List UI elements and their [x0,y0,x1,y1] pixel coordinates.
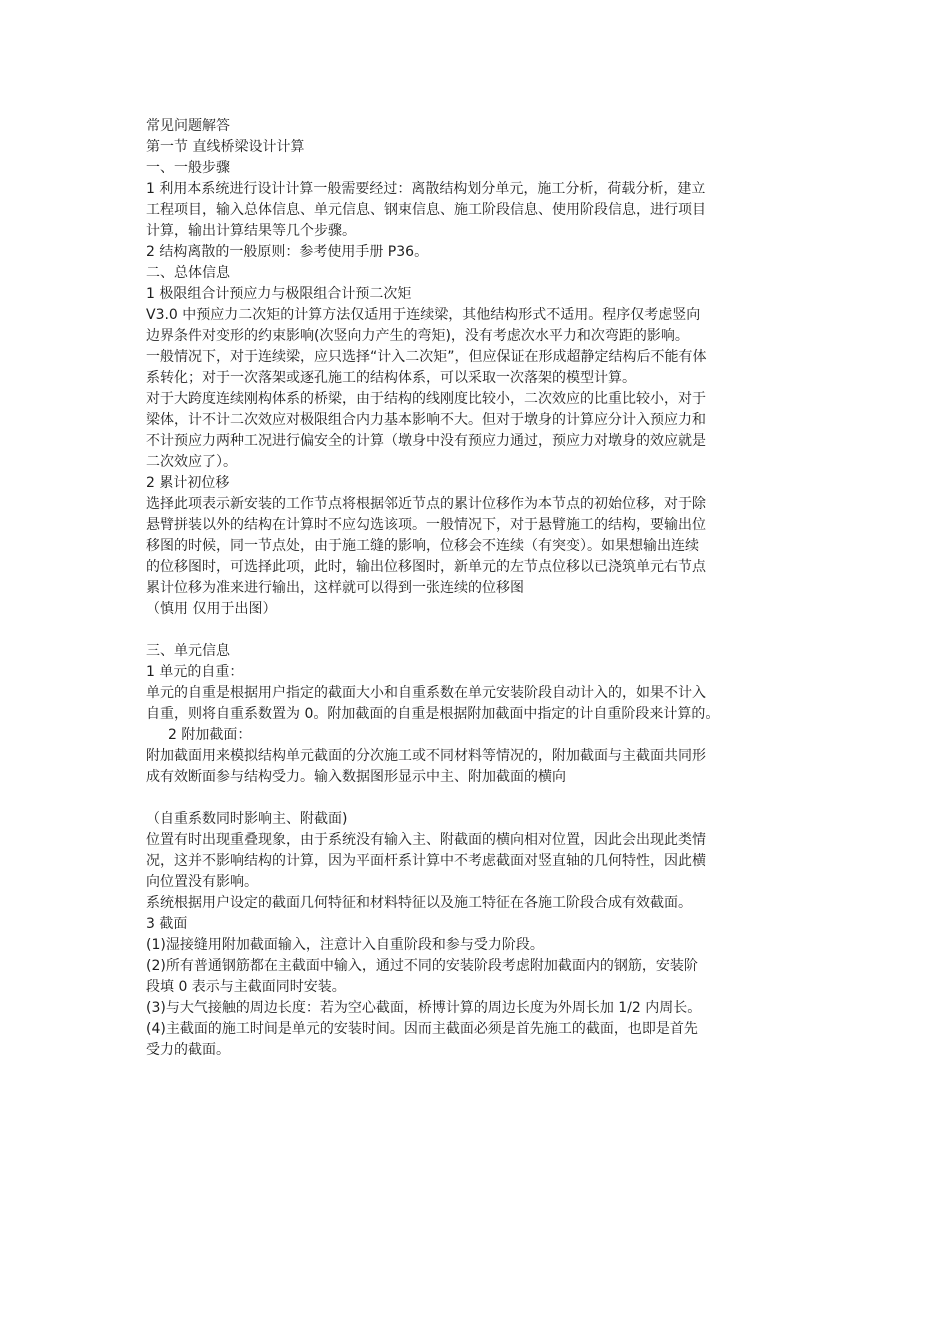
para-line: 附加截面用来模拟结构单元截面的分次施工或不同材料等情况的，附加截面与主截面共同形 [146,748,706,764]
sub-additional-section: 2 附加截面： [168,727,252,743]
para-line: 向位置没有影响。 [146,874,258,890]
para-line: V3.0 中预应力二次矩的计算方法仅适用于连续梁，其他结构形式不适用。程序仅考虑竖向 [146,307,701,323]
document-body [146,116,812,1061]
para-line: 的位移图时，可选择此项，此时，输出位移图时，新单元的左节点位移以已浇筑单元右节点 [146,559,706,575]
para-line: 系统根据用户设定的截面几何特征和材料特征以及施工特征在各施工阶段合成有效截面。 [146,895,692,911]
para-line: 悬臂拼装以外的结构在计算时不应勾选该项。一般情况下，对于悬臂施工的结构，要输出位 [146,517,706,533]
heading-general-steps: 一、一般步骤 [146,160,230,176]
para-line: 不计预应力两种工况进行偏安全的计算（墩身中没有预应力通过，预应力对墩身的效应就是 [146,433,706,449]
sub-self-weight: 1 单元的自重： [146,664,244,680]
para-line: 系转化；对于一次落架或逐孔施工的结构体系，可以采取一次落架的模型计算。 [146,370,636,386]
para-line: 自重，则将自重系数置为 0。附加截面的自重是根据附加截面中指定的计自重阶段来计算的。 [146,706,720,722]
para-line: 累计位移为准来进行输出，这样就可以得到一张连续的位移图 [146,580,524,596]
step-1-line-3: 计算，输出计算结果等几个步骤。 [146,223,356,239]
section-heading: 第一节 直线桥梁设计计算 [146,139,305,155]
para-line: 边界条件对变形的约束影响(次竖向力产生的弯矩)，没有考虑次水平力和次弯距的影响。 [146,328,689,344]
blank-line [146,788,812,809]
heading-general-info: 二、总体信息 [146,265,230,281]
heading-element-info: 三、单元信息 [146,643,230,659]
step-1-line-2: 工程项目，输入总体信息、单元信息、钢束信息、施工阶段信息、使用阶段信息，进行项目 [146,202,706,218]
para-line: 梁体，计不计二次效应对极限组合内力基本影响不大。但对于墩身的计算应分计入预应力和 [146,412,706,428]
para-line: 对于大跨度连续刚构体系的桥梁，由于结构的线刚度比较小，二次效应的比重比较小，对于 [146,391,706,407]
para-line: 况，这并不影响结构的计算，因为平面杆系计算中不考虑截面对竖直轴的几何特性，因此横 [146,853,706,869]
doc-title: 常见问题解答 [146,118,230,134]
section-item-2-line-2: 段填 0 表示与主截面同时安装。 [146,979,346,995]
para-line: 位置有时出现重叠现象，由于系统没有输入主、附截面的横向相对位置，因此会出现此类情 [146,832,706,848]
caution-note: （慎用 仅用于出图） [146,601,277,617]
para-line: 一般情况下，对于连续梁，应只选择“计入二次矩”，但应保证在形成超静定结构后不能有体 [146,349,707,365]
section-item-2-line-1: (2)所有普通钢筋都在主截面中输入，通过不同的安装阶段考虑附加截面内的钢筋，安装阶 [146,958,698,974]
sub-section: 3 截面 [146,916,188,932]
section-item-4-line-1: (4)主截面的施工时间是单元的安装时间。因而主截面必须是首先施工的截面，也即是首先 [146,1021,698,1037]
para-line: 成有效断面参与结构受力。输入数据图形显示中主、附加截面的横向 [146,769,566,785]
para-line: 单元的自重是根据用户指定的截面大小和自重系数在单元安装阶段自动计入的，如果不计入 [146,685,706,701]
section-item-1: (1)湿接缝用附加截面输入，注意计入自重阶段和参与受力阶段。 [146,937,544,953]
section-item-3: (3)与大气接触的周边长度：若为空心截面，桥博计算的周边长度为外周长加 1/2 内周长。 [146,1000,702,1016]
step-1-line-1: 1 利用本系统进行设计计算一般需要经过：离散结构划分单元，施工分析，荷载分析，建立 [146,181,706,197]
blank-line [146,620,812,641]
section-item-4-line-2: 受力的截面。 [146,1042,230,1058]
sub-prestress-secondary-moment: 1 极限组合计预应力与极限组合计预二次矩 [146,286,412,302]
para-line: 移图的时候，同一节点处，由于施工缝的影响，位移会不连续（有突变）。如果想输出连续 [146,538,699,554]
self-weight-note: （自重系数同时影响主、附截面) [146,811,348,827]
para-line: 选择此项表示新安装的工作节点将根据邻近节点的累计位移作为本节点的初始位移，对于除 [146,496,706,512]
para-line: 二次效应了）。 [146,454,237,470]
step-2: 2 结构离散的一般原则：参考使用手册 P36。 [146,244,429,260]
sub-cumulative-displacement: 2 累计初位移 [146,475,230,491]
